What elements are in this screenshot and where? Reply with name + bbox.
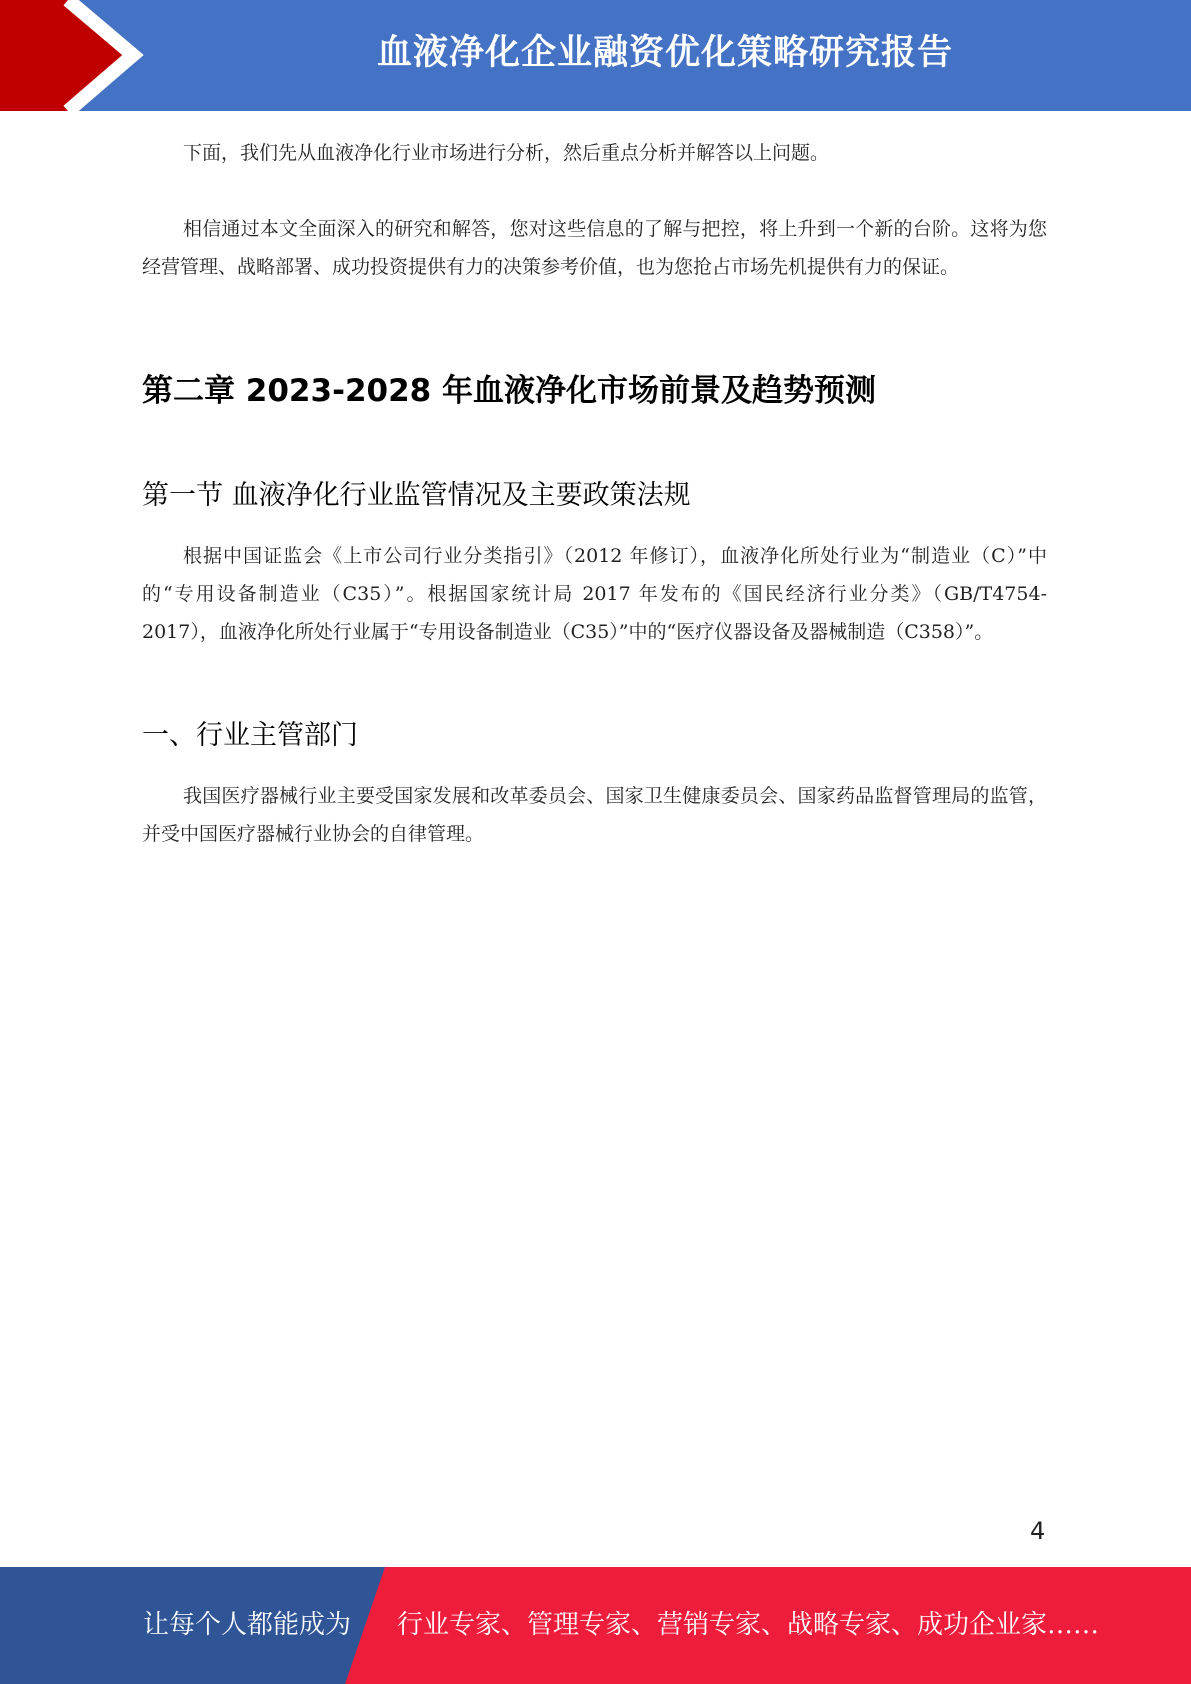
footer-slogan-right: 行业专家、管理专家、营销专家、战略专家、成功企业家……: [397, 1610, 1100, 1640]
report-title: 血液净化企业融资优化策略研究报告: [376, 33, 953, 73]
section-title: 第一节 血液净化行业监管情况及主要政策法规: [142, 480, 691, 511]
header-banner: [0, 0, 1191, 111]
footer-slogan-left: 让每个人都能成为: [143, 1610, 352, 1640]
trust-paragraph: 相信通过本文全面深入的研究和解答，您对这些信息的了解与把控，将上升到一个新的台阶。这将为您经营管理、战略部署、成功投资提供有力的决策参考价值，也为您抢占市场先机提供有力的保证。: [142, 218, 1047, 278]
regulators-paragraph: 我国医疗器械行业主要受国家发展和改革委员会、国家卫生健康委员会、国家药品监督管理局的监管，并受中国医疗器械行业协会的自律管理。: [142, 785, 1047, 845]
classification-paragraph: 根据中国证监会《上市公司行业分类指引》（2012 年修订），血液净化所处行业为“制造业（C）”中的“专用设备制造业（C35）”。根据国家统计局 2017 年发布的《国民经济行业分类》（GB/T4754-2017），血液净化所处行业属于“专用设备制造业（C35）”中的“医疗仪器设备及器械制造（C358）”。: [142, 545, 1047, 643]
subsection-title: 一、行业主管部门: [142, 720, 358, 751]
intro-paragraph: 下面，我们先从血液净化行业市场进行分析，然后重点分析并解答以上问题。: [183, 142, 830, 164]
page-number: 4: [1030, 1517, 1046, 1545]
chapter-title: 第二章 2023-2028 年血液净化市场前景及趋势预测: [142, 373, 877, 409]
footer-banner: [0, 1567, 1191, 1684]
